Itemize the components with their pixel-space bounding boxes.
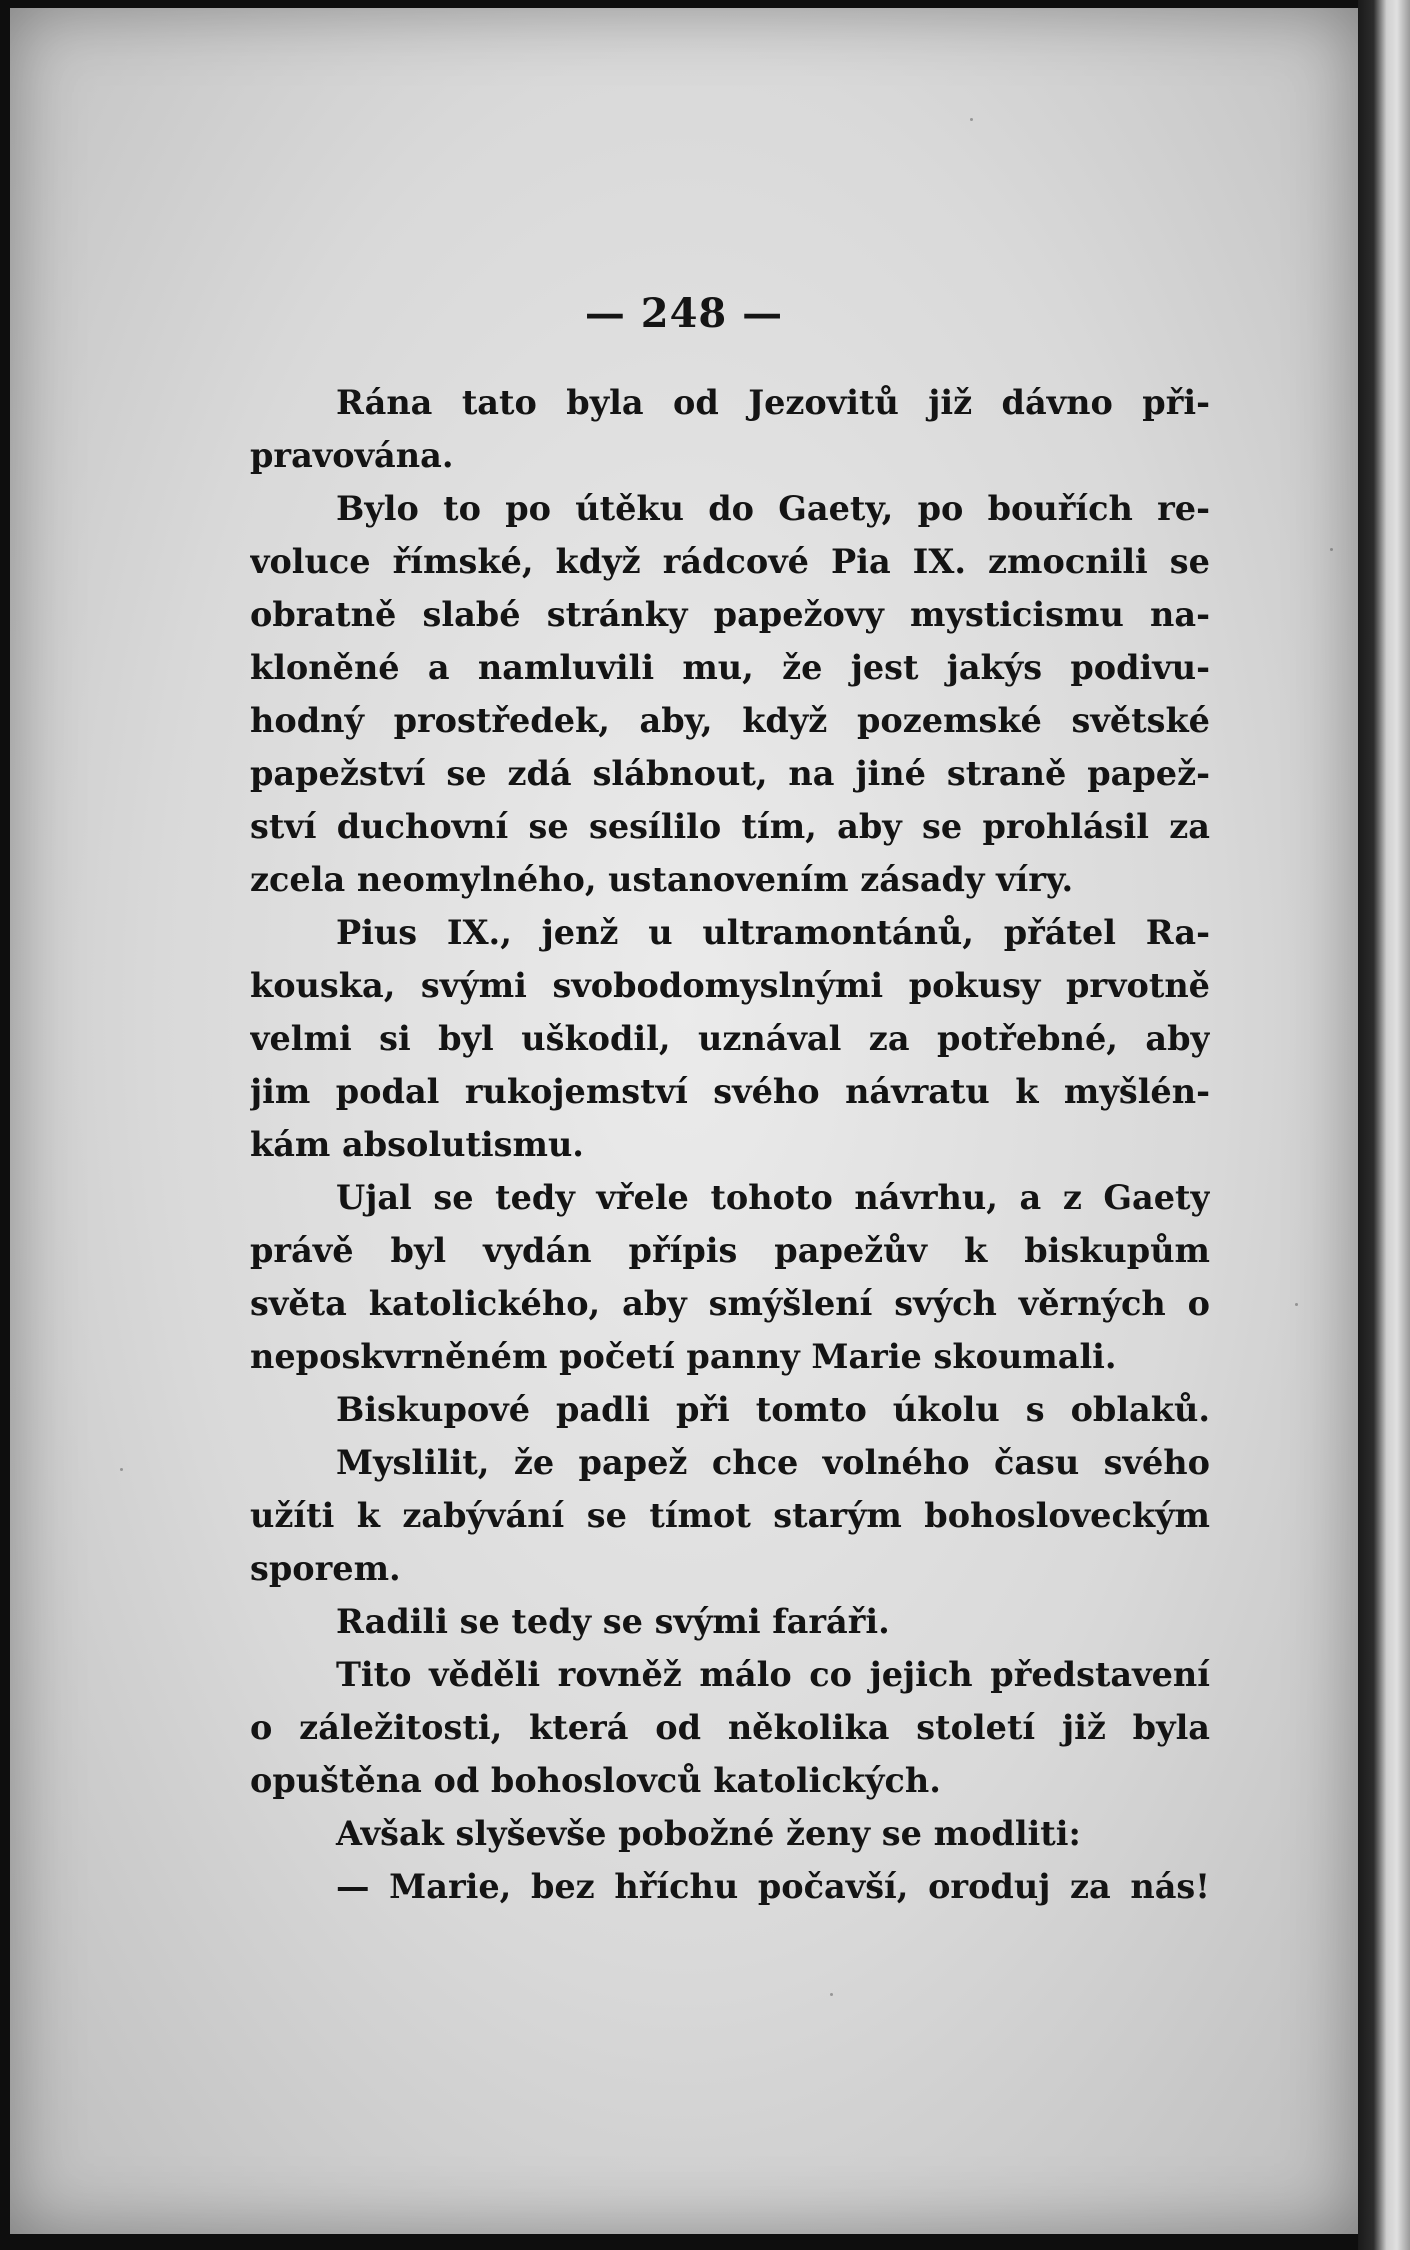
text-line: opuštěna od bohoslovců katolických.: [250, 1761, 941, 1800]
text-line: pravována.: [250, 436, 454, 475]
text-line: jim podal rukojemství svého návratu k myšlén-: [250, 1072, 1210, 1111]
paper-speck: [120, 1468, 123, 1471]
text-line: hodný prostředek, aby, když pozemské světské: [250, 701, 1210, 740]
text-line: právě byl vydán přípis papežův k biskupům: [250, 1231, 1210, 1270]
paper-speck: [1330, 548, 1333, 551]
text-line: zcela neomylného, ustanovením zásady víry.: [250, 860, 1074, 899]
paper-speck: [830, 1993, 833, 1996]
text-line: Pius IX., jenž u ultramontánů, přátel Ra-: [336, 913, 1210, 952]
text-line: obratně slabé stránky papežovy mysticismu na-: [250, 595, 1210, 634]
text-line: Bylo to po útěku do Gaety, po bouřích re-: [336, 489, 1210, 528]
text-line: světa katolického, aby smýšlení svých věrných o: [250, 1284, 1210, 1323]
text-line: voluce římské, když rádcové Pia IX. zmocnili se: [250, 542, 1210, 581]
text-line: papežství se zdá slábnout, na jiné straně papež-: [250, 754, 1210, 793]
book-page: [10, 8, 1358, 2234]
page-number: — 248 —: [584, 290, 784, 337]
book-spine-edge: [1358, 0, 1410, 2250]
text-line: kám absolutismu.: [250, 1125, 584, 1164]
text-line: Rána tato byla od Jezovitů již dávno při-: [336, 383, 1210, 422]
text-line: Ujal se tedy vřele tohoto návrhu, a z Gaety: [336, 1178, 1210, 1217]
text-line: kloněné a namluvili mu, že jest jakýs podivu-: [250, 648, 1210, 687]
text-line: o záležitosti, která od několika století již byla: [250, 1708, 1210, 1747]
text-line: sporem.: [250, 1549, 401, 1588]
paper-speck: [1295, 1303, 1298, 1306]
text-line: užíti k zabývání se tímot starým bohosloveckým: [250, 1496, 1210, 1535]
text-line: kouska, svými svobodomyslnými pokusy prvotně: [250, 966, 1210, 1005]
text-line: — Marie, bez hříchu počavší, oroduj za nás!: [336, 1867, 1210, 1906]
page-text: [250, 376, 1210, 1913]
text-line: ství duchovní se sesílilo tím, aby se prohlásil za: [250, 807, 1210, 846]
text-line: neposkvrněném početí panny Marie skoumali.: [250, 1337, 1117, 1376]
text-line: Myslilit, že papež chce volného času svého: [336, 1443, 1210, 1482]
text-line: Avšak slyševše pobožné ženy se modliti:: [336, 1814, 1081, 1853]
text-line: velmi si byl uškodil, uznával za potřebné, aby: [250, 1019, 1210, 1058]
text-line: Tito věděli rovněž málo co jejich představení: [336, 1655, 1210, 1694]
text-line: Biskupové padli při tomto úkolu s oblaků.: [336, 1390, 1210, 1429]
text-line: Radili se tedy se svými faráři.: [336, 1602, 890, 1641]
paper-speck: [970, 118, 973, 121]
